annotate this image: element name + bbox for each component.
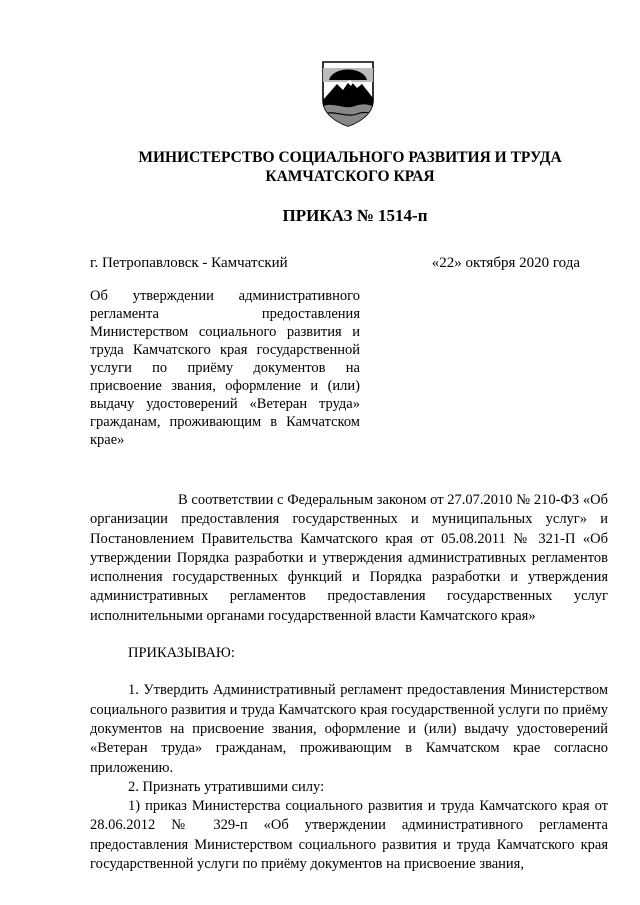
item-2-1-paragraph: 1) приказ Министерства социального развития и труда Камчатского края от 28.06.2012 № 329-п «Об утверждении административного регламента предоставления Министерством социального развития и труда Камчатского края государственной услуги по приёму документов на присвоение звания,: [90, 798, 608, 873]
preamble-paragraph: В соответствии с Федеральным законом от 27.07.2010 № 210-ФЗ «Об организации предоставления государственных и муниципальных услуг» и Постановлением Правительства Камчатского края от 05.08.2011 № 321-П «Об утверждении Порядка разработки и утверждения административных регламентов исполнения государственных функций и Порядка разработки и утверждения административных регламентов предоставления государственных услуг исполнительными органами государственной власти Камчатского края»: [90, 492, 608, 624]
ministry-name: [0, 148, 640, 186]
item-2-paragraph: 2. Признать утратившими силу:: [128, 778, 325, 795]
ministry-name-line2: КАМЧАТСКОГО КРАЯ: [265, 168, 435, 185]
document-body: [90, 491, 608, 874]
kamchatka-emblem-icon: [317, 58, 379, 128]
orders-heading: ПРИКАЗЫВАЮ:: [128, 645, 235, 662]
order-subject: Об утверждении административного регламента предоставления Министерством социального развития и труда Камчатского края государственной услуги по приёму документов на присвоение звания, оформление и (или) выдачу удостоверений «Ветеран труда» гражданам, проживающим в Камчатском крае»: [90, 288, 360, 448]
item-1-paragraph: 1. Утвердить Административный регламент предоставления Министерством социального развития и труда Камчатского края государственной услуги по приёму документов на присвоение звания, оформление и (или) выдачу удостоверений «Ветеран труда» гражданам, проживающим в Камчатском крае согласно приложению.: [90, 682, 608, 776]
order-date: «22» октября 2020 года: [431, 255, 580, 271]
order-place: г. Петропавловск - Камчатский: [90, 255, 288, 271]
ministry-name-line1: МИНИСТЕРСТВО СОЦИАЛЬНОГО РАЗВИТИЯ И ТРУДА: [138, 149, 562, 166]
order-title: ПРИКАЗ № 1514-п: [282, 206, 428, 225]
